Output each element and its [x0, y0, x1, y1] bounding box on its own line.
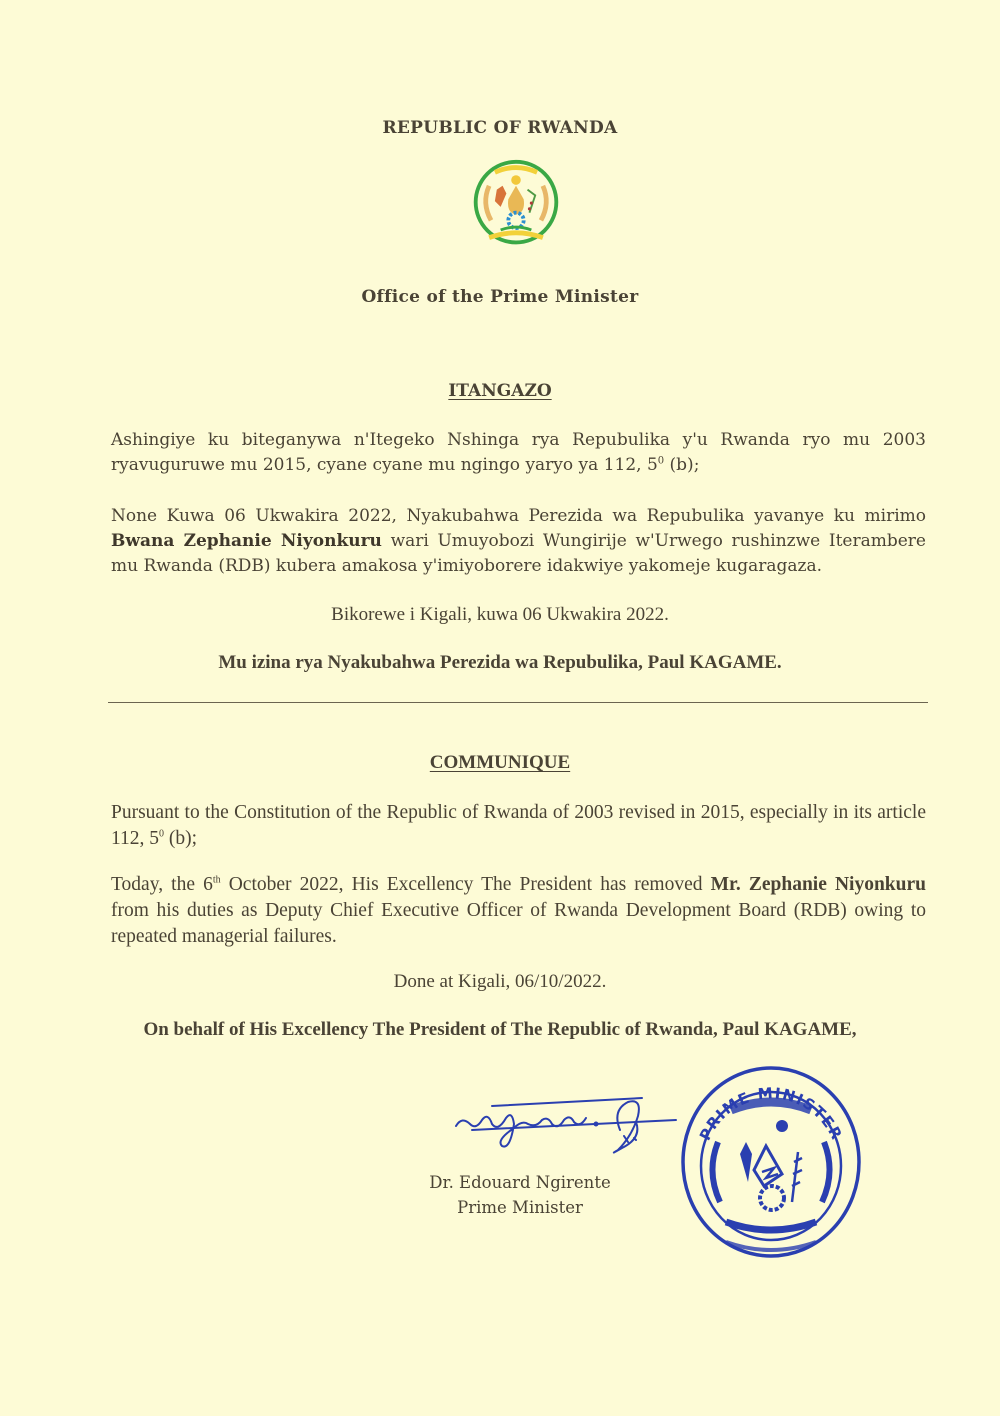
communique-p2-sup: th — [212, 874, 221, 886]
signatory-title: Prime Minister — [457, 1198, 583, 1217]
country-title: REPUBLIC OF RWANDA — [382, 118, 618, 138]
office-title: Office of the Prime Minister — [361, 287, 639, 307]
communique-p1-end: (b); — [164, 828, 198, 849]
communique-p2-name: Mr. Zephanie Niyonkuru — [710, 874, 926, 895]
coat-of-arms-icon — [468, 156, 564, 254]
itangazo-place-date: Bikorewe i Kigali, kuwa 06 Ukwakira 2022. — [331, 604, 669, 625]
communique-paragraph-1 — [111, 800, 926, 852]
itangazo-paragraph-1 — [111, 428, 926, 478]
signatory-block — [400, 1170, 640, 1220]
communique-on-behalf: On behalf of His Excellency The President of The Republic of Rwanda, Paul KAGAME, — [143, 1019, 857, 1040]
communique-p1-sup: 0 — [159, 828, 165, 840]
communique-heading: COMMUNIQUE — [429, 752, 571, 773]
itangazo-p1-end: (b); — [664, 455, 700, 475]
itangazo-p2-text: None Kuwa 06 Ukwakira 2022, Nyakubahwa Perezida wa Repubulika yavanye ku mirimo — [111, 506, 926, 526]
itangazo-on-behalf: Mu izina rya Nyakubahwa Perezida wa Repubulika, Paul KAGAME. — [218, 652, 782, 673]
itangazo-p2-end: wari Umuyobozi Wungirije w'Urwego rushinzwe Iterambere mu Rwanda (RDB) kubera amakosa y'imiyoborere idakwiye yakomeje kugaragaza. — [111, 531, 926, 576]
itangazo-p1-text: Ashingiye ku biteganywa n'Itegeko Nshinga rya Repubulika y'u Rwanda ryo mu 2003 ryavuguruwe mu 2015, cyane cyane mu ngingo yaryo ya 112, 5 — [111, 430, 926, 475]
itangazo-p1-sup: 0 — [657, 455, 665, 467]
communique-place-date: Done at Kigali, 06/10/2022. — [393, 971, 607, 992]
prime-minister-seal-icon — [676, 1062, 866, 1262]
svg-text:PRIME MINISTER: PRIME MINISTER — [695, 1083, 847, 1144]
communique-p2-mid: October 2022, His Excellency The President has removed — [220, 874, 711, 895]
communique-p2-end: from his duties as Deputy Chief Executive Officer of Rwanda Development Board (RDB) owing to repeated managerial failures. — [111, 900, 926, 947]
section-divider — [108, 702, 928, 703]
signature-icon — [452, 1090, 682, 1160]
communique-p1-text: Pursuant to the Constitution of the Republic of Rwanda of 2003 revised in 2015, especially in its article 112, 5 — [111, 802, 926, 849]
communique-p2-text: Today, the 6 — [111, 874, 213, 895]
itangazo-paragraph-2 — [111, 504, 926, 579]
itangazo-p2-name: Bwana Zephanie Niyonkuru — [111, 531, 382, 551]
communique-paragraph-2 — [111, 872, 926, 950]
itangazo-heading: ITANGAZO — [448, 381, 552, 401]
signatory-name: Dr. Edouard Ngirente — [429, 1173, 611, 1192]
